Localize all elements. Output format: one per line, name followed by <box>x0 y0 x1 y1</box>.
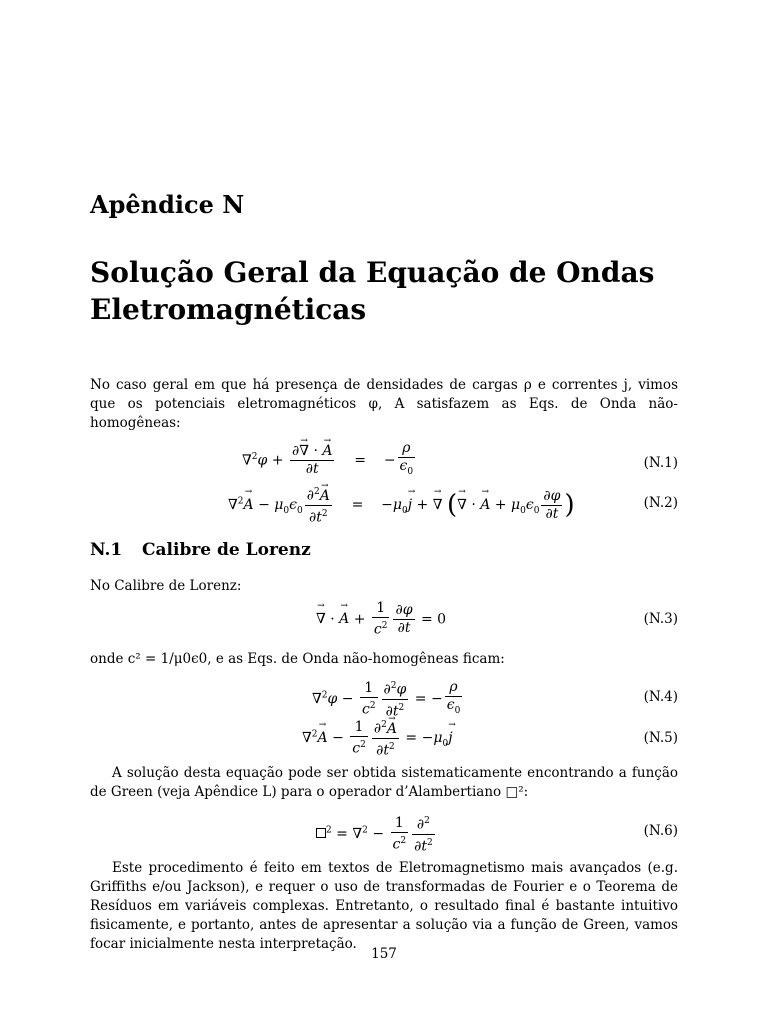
chapter-title-line-1: Solução Geral da Equação de Ondas <box>90 256 655 289</box>
section-number: N.1 <box>90 540 123 560</box>
equation-number-n3: (N.3) <box>643 611 678 627</box>
equation-n4: ∇$^2$φ − $\frac{1}{c^2}$ $\frac{\partial^2\varphi}{\partial t^2}$ = − $\frac{\rho}{\epsilon_0}$ <box>312 678 461 720</box>
equation-n6: $^2$ = ∇$^2$ − $\frac{1}{c^2}$ $\frac{\partial^2}{\partial t^2}$ <box>316 813 437 855</box>
equation-n3: → ∇ · → A + $\frac{1}{c^2}$ $\frac{\partial\varphi}{\partial t}$ = 0 <box>316 600 446 639</box>
appendix-label: Apêndice N <box>90 190 245 219</box>
equation-n1: ∇$^2$φ + $\frac{\partial\to \nabla \cdot \to A}{\partial t}$ = − $\frac{\rho}{\epsilon_0}$ <box>242 440 417 481</box>
equation-number-n6: (N.6) <box>643 823 678 839</box>
section-title: Calibre de Lorenz <box>142 540 311 560</box>
section-heading <box>90 540 311 560</box>
chapter-title <box>90 254 710 328</box>
procedure-paragraph: Este procedimento é feito em textos de Eletromagnetismo mais avançados (e.g. Griffiths e/ou Jackson), e requer o uso de transformadas de Fourier e o Teorema de Resíduos em variáveis complexas. Entretanto, o resultado final é bastante intuitivo fisicamente, e portanto, antes de apresentar a solução via a função de Green, vamos focar inicialmente nesta interpretação. <box>90 860 678 952</box>
onde-text: onde c² = 1/μ0ϵ0, e as Eqs. de Onda não-homogêneas ficam: <box>90 651 505 667</box>
equation-n5: ∇$^2$→ A − $\frac{1}{c^2}$ $\frac{\partial^2\to A}{\partial t^2}$ = $-\mu_0\to j$ <box>302 717 453 759</box>
equation-n2: $\nabla^2\to A - \mu_0\epsilon_0$ $\frac{\partial^2\to A}{\partial t^2}$ = $-\mu_0\to j$ + → ∇ (→ ∇ · → $A + \mu_0\epsilon_0$ $\frac{\partial\varphi}{\partial t}$ ) <box>228 484 575 526</box>
equation-number-n4: (N.4) <box>643 689 678 705</box>
equation-number-n2: (N.2) <box>643 495 678 511</box>
equation-number-n5: (N.5) <box>643 730 678 746</box>
page-number: 157 <box>371 946 397 962</box>
intro-paragraph: No caso geral em que há presença de densidades de cargas ρ e correntes j, vimos que os potenciais eletromagnéticos φ, A satisfazem as Eqs. de Onda não-homogêneas: <box>90 377 678 431</box>
equation-number-n1: (N.1) <box>643 455 678 471</box>
lorenz-intro: No Calibre de Lorenz: <box>90 578 242 594</box>
green-paragraph: A solução desta equação pode ser obtida sistematicamente encontrando a função de Green (veja Apêndice L) para o operador d’Alambertiano □²: <box>90 765 678 800</box>
chapter-title-line-2: Eletromagnéticas <box>90 293 367 326</box>
